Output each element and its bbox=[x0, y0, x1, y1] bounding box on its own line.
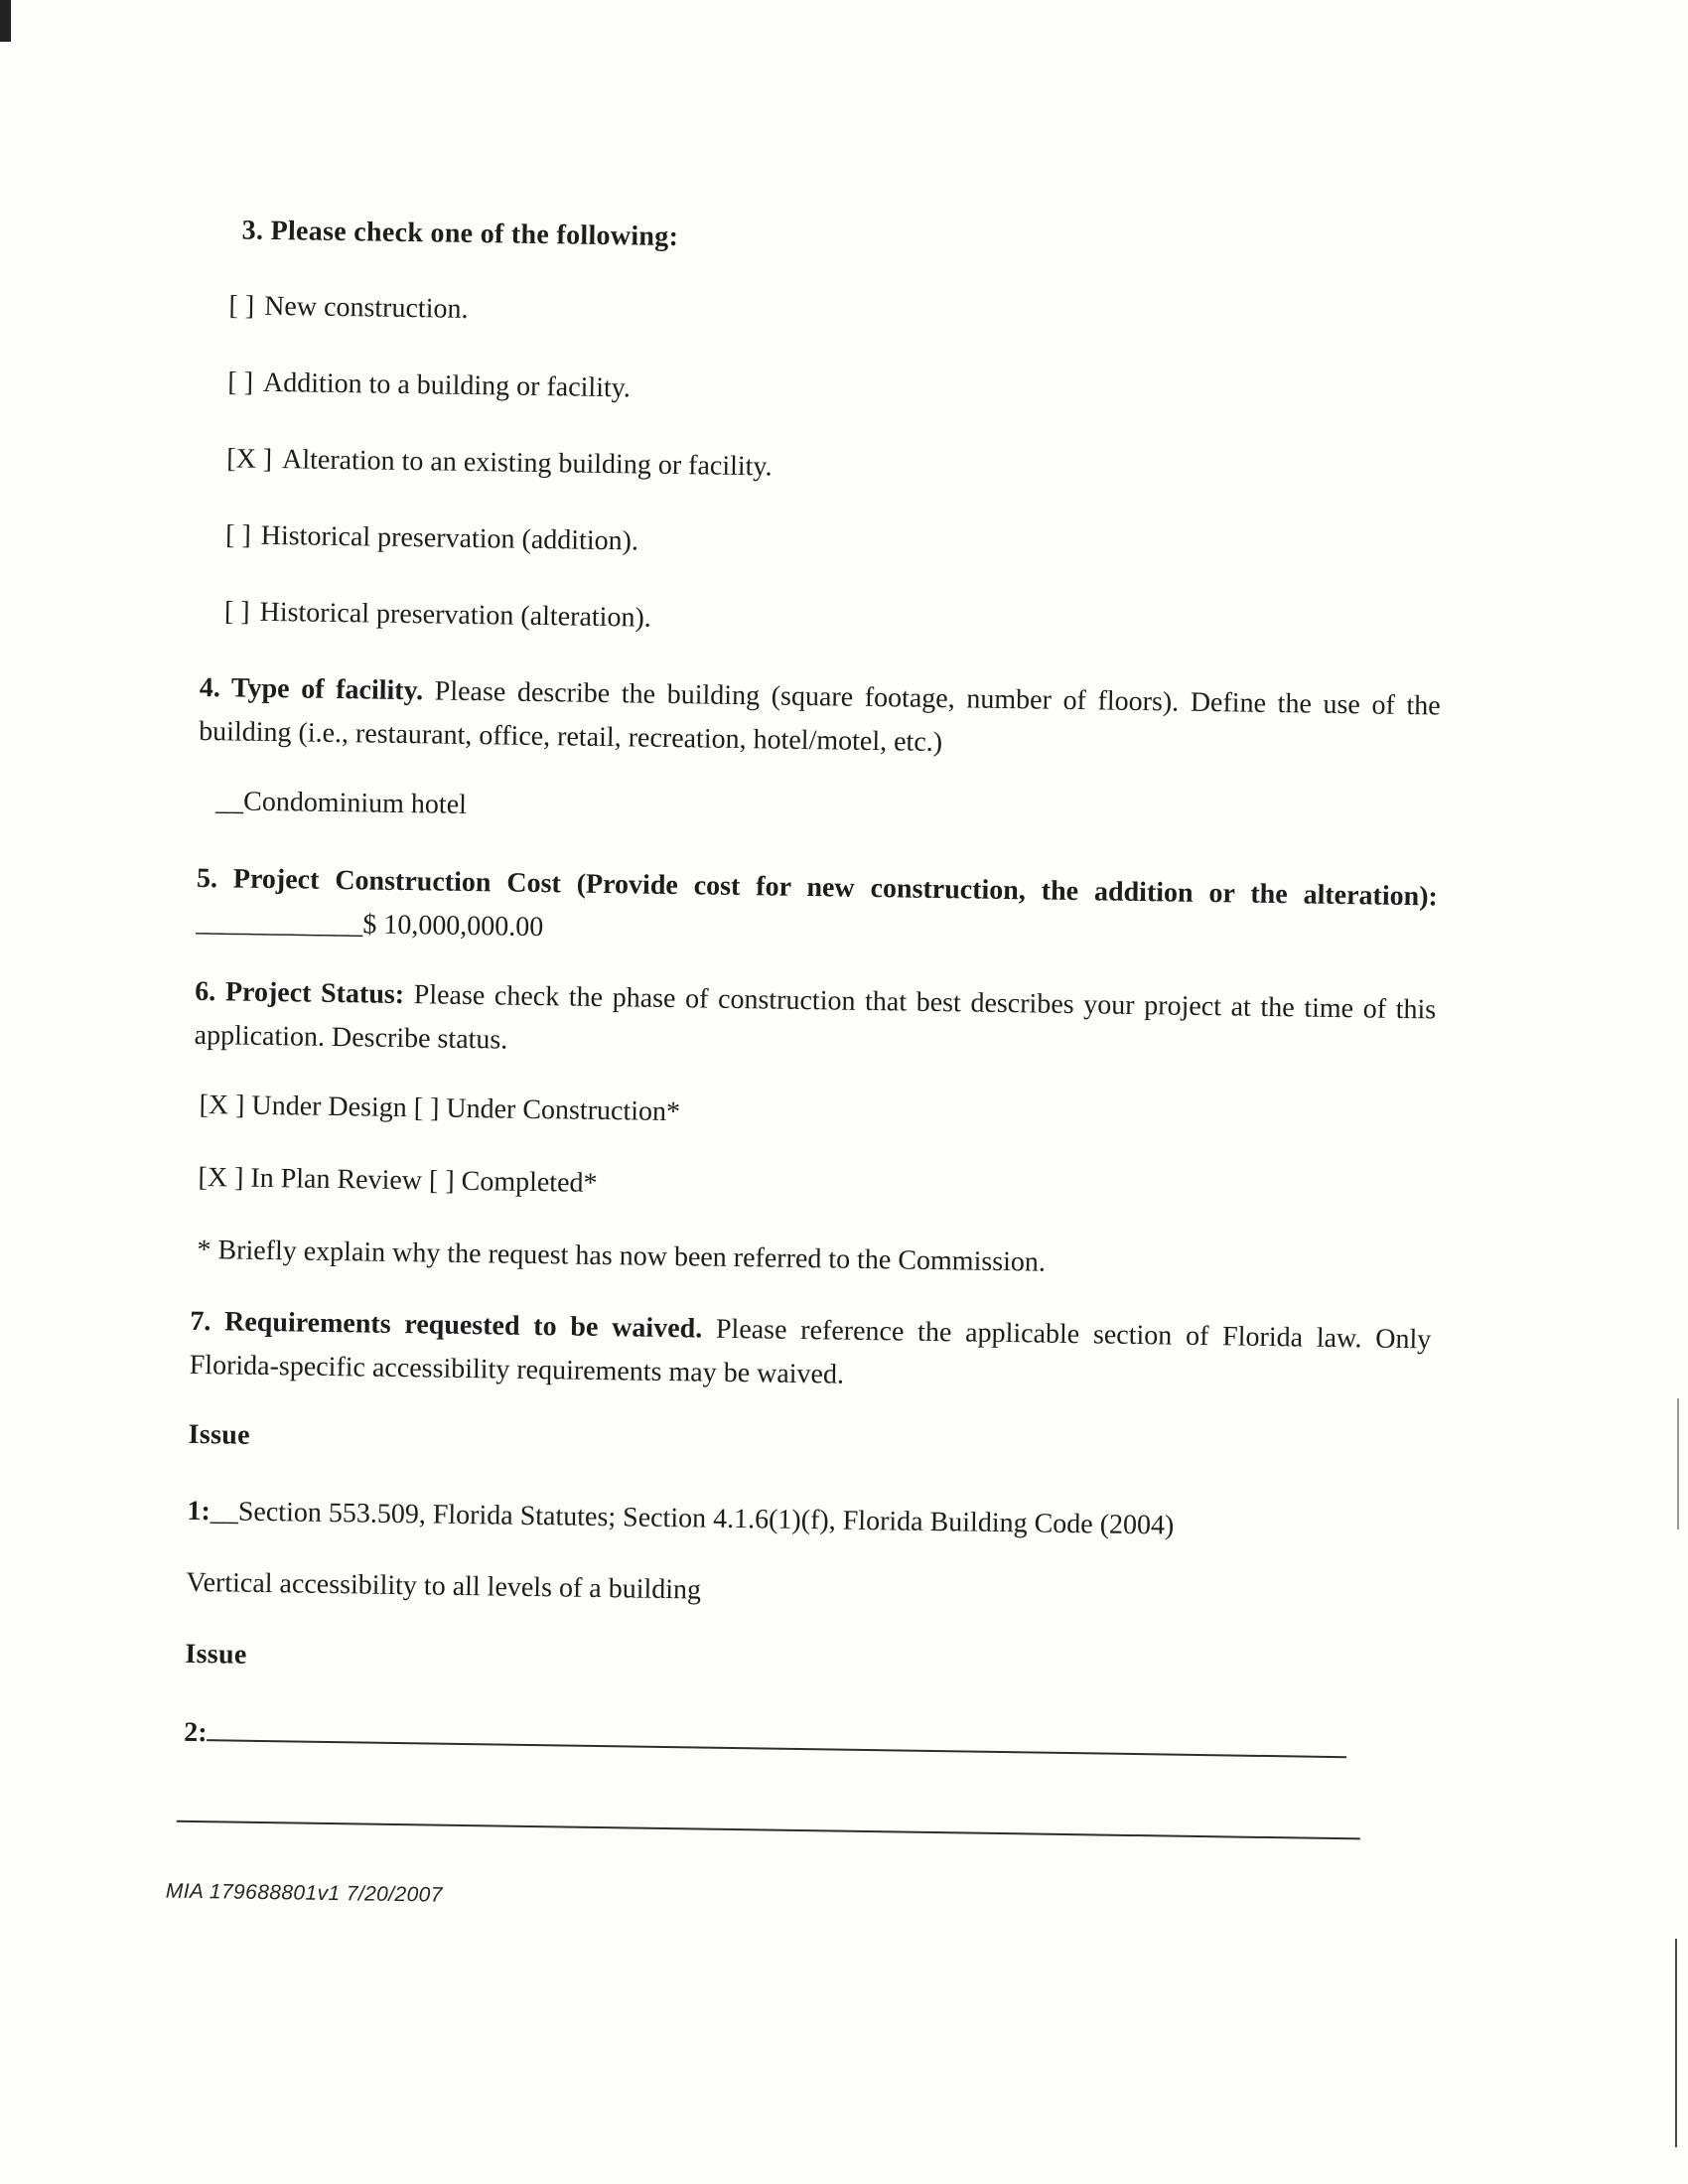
issue-label-2: Issue bbox=[185, 1638, 247, 1671]
issue-2-number: 2: bbox=[184, 1716, 208, 1749]
section-6-heading: 6. Project Status: bbox=[195, 975, 405, 1011]
issue-label-1: Issue bbox=[188, 1418, 251, 1451]
option-label: Historical preservation (addition). bbox=[260, 519, 639, 557]
checkbox-unchecked-icon: [ ] bbox=[223, 596, 250, 628]
checkbox-option-alteration bbox=[226, 437, 1445, 499]
issue-1-row bbox=[187, 1490, 1429, 1552]
checkbox-unchecked-icon: [ ] bbox=[224, 519, 252, 551]
checkbox-checked-icon: [X ] bbox=[226, 443, 273, 476]
section-4-answer: __Condominium hotel bbox=[214, 786, 468, 820]
section-4-paragraph bbox=[199, 666, 1441, 773]
section-6-body: Please check the phase of construction that best describes your project at the time of this application. Describe status. bbox=[194, 979, 1437, 1056]
checkbox-option-new-construction bbox=[228, 284, 1447, 346]
section-6-paragraph bbox=[194, 970, 1436, 1077]
option-label: Addition to a building or facility. bbox=[262, 366, 632, 404]
scan-artifact-right-top bbox=[1677, 1398, 1679, 1529]
scan-artifact-corner bbox=[0, 0, 11, 42]
status-row-review-completed: [X ] In Plan Review [ ] Completed* bbox=[198, 1161, 598, 1199]
checkbox-option-addition bbox=[227, 361, 1446, 422]
option-label: New construction. bbox=[263, 290, 469, 325]
section-3-heading: 3. Please check one of the following: bbox=[241, 215, 679, 253]
form-content bbox=[165, 209, 1448, 1932]
issue-1-detail: Vertical accessibility to all levels of a building bbox=[186, 1566, 702, 1606]
section-4-heading: 4. Type of facility. bbox=[199, 671, 424, 707]
section-5-blank-line: ____________ bbox=[196, 906, 363, 941]
option-label: Historical preservation (alteration). bbox=[259, 596, 652, 634]
checkbox-unchecked-icon: [ ] bbox=[228, 290, 255, 322]
status-row-design-construction: [X ] Under Design [ ] Under Construction* bbox=[199, 1089, 681, 1128]
section-7-heading: 7. Requirements requested to be waived. bbox=[190, 1305, 703, 1345]
section-7-paragraph bbox=[189, 1300, 1431, 1406]
section-7-body: Please reference the applicable section of Florida law. Only Florida-specific accessibility requirements may be waived. bbox=[189, 1313, 1432, 1390]
issue-2-blank-line bbox=[207, 1709, 1346, 1758]
section-5-heading: 5. Project Construction Cost (Provide cost for new construction, the addition or the alteration): bbox=[196, 862, 1439, 913]
section-5-paragraph bbox=[196, 857, 1438, 963]
checkbox-unchecked-icon: [ ] bbox=[227, 366, 254, 398]
blank-answer-rule bbox=[177, 1820, 1360, 1840]
checkbox-option-historical-alteration bbox=[224, 590, 1443, 652]
scan-artifact-right-bottom bbox=[1675, 1939, 1677, 2147]
option-label: Alteration to an existing building or facility. bbox=[281, 444, 773, 483]
checkbox-option-historical-addition bbox=[225, 513, 1444, 575]
issue-2-row bbox=[184, 1709, 1426, 1774]
asterisk-note: * Briefly explain why the request has now been referred to the Commission. bbox=[197, 1234, 1047, 1278]
footer-document-id: MIA 179688801v1 7/20/2007 bbox=[165, 1879, 443, 1907]
issue-1-text: __Section 553.509, Florida Statutes; Section 4.1.6(1)(f), Florida Building Code (2004) bbox=[210, 1496, 1175, 1541]
issue-1-number: 1: bbox=[187, 1495, 211, 1528]
section-5-cost-value: $ 10,000,000.00 bbox=[362, 909, 544, 944]
section-4-body: Please describe the building (square footage, number of floors). Define the use of the building (i.e., restaurant, office, retail, recreation, hotel/motel, etc.) bbox=[198, 675, 1441, 759]
